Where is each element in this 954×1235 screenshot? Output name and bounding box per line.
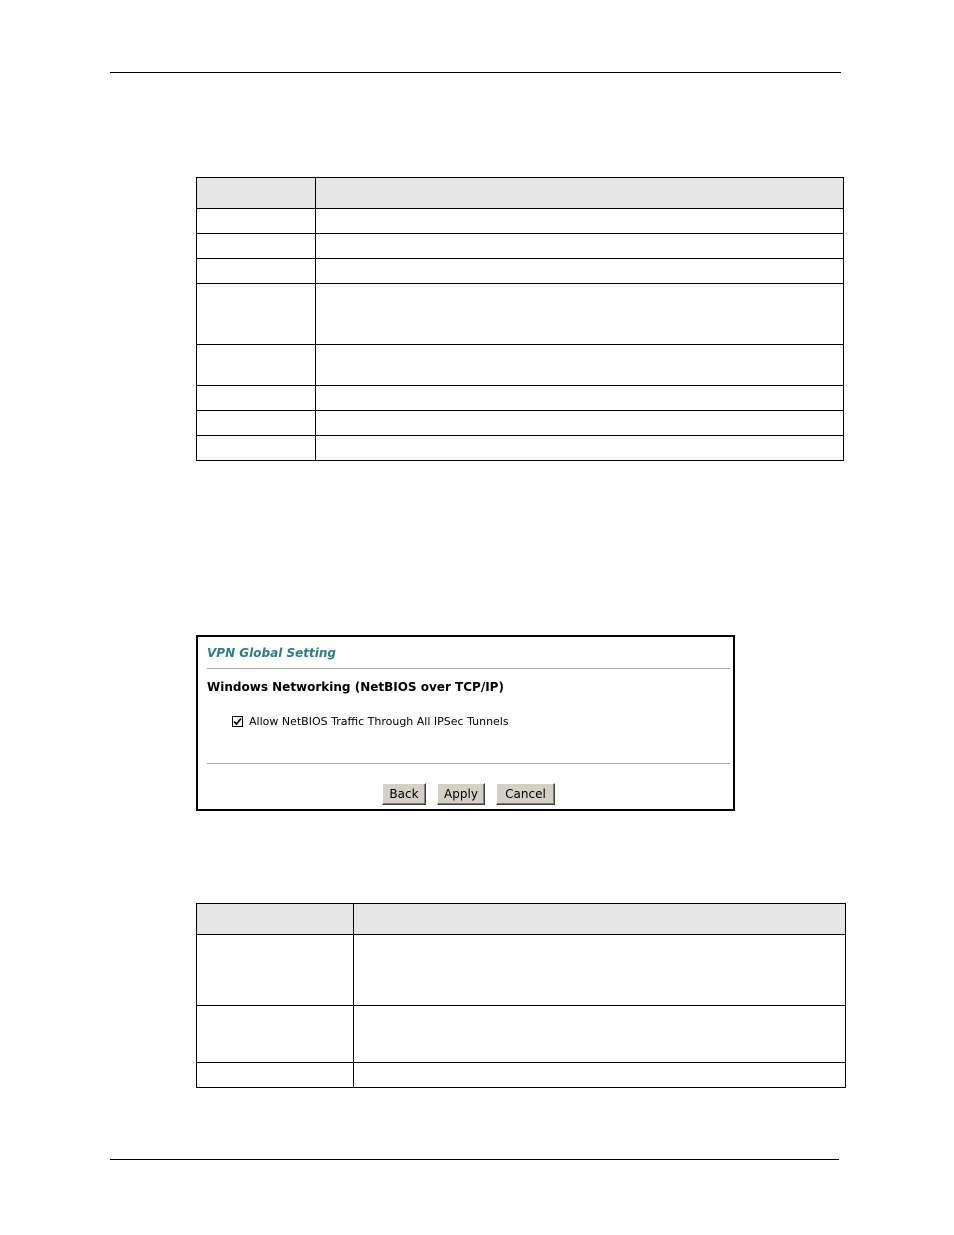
checkmark-icon bbox=[233, 717, 242, 726]
table-row bbox=[197, 1063, 846, 1088]
table-header-row bbox=[197, 904, 846, 935]
back-button[interactable]: Back bbox=[382, 783, 426, 805]
reference-table-bottom bbox=[196, 903, 846, 1088]
table-row bbox=[197, 386, 844, 411]
netbios-checkbox[interactable] bbox=[232, 716, 243, 727]
table-row bbox=[197, 259, 844, 284]
table-row bbox=[197, 284, 844, 345]
cancel-button[interactable]: Cancel bbox=[496, 783, 555, 805]
table-row bbox=[197, 935, 846, 1006]
vpn-global-setting-panel bbox=[196, 635, 735, 811]
table-row bbox=[197, 411, 844, 436]
page-footer-rule bbox=[110, 1159, 839, 1160]
panel-title: VPN Global Setting bbox=[207, 646, 336, 660]
netbios-checkbox-row bbox=[232, 715, 509, 728]
section-label: Windows Networking (NetBIOS over TCP/IP) bbox=[207, 680, 504, 694]
table-row bbox=[197, 1006, 846, 1063]
table-header-row bbox=[197, 178, 844, 209]
table-row bbox=[197, 436, 844, 461]
apply-button[interactable]: Apply bbox=[437, 783, 485, 805]
footer-separator bbox=[207, 763, 730, 764]
netbios-checkbox-label[interactable]: Allow NetBIOS Traffic Through All IPSec Tunnels bbox=[249, 715, 509, 728]
table-row bbox=[197, 345, 844, 386]
page-header-rule bbox=[110, 72, 841, 73]
reference-table-top bbox=[196, 177, 844, 461]
table-row bbox=[197, 234, 844, 259]
title-separator bbox=[207, 668, 730, 669]
table-row bbox=[197, 209, 844, 234]
